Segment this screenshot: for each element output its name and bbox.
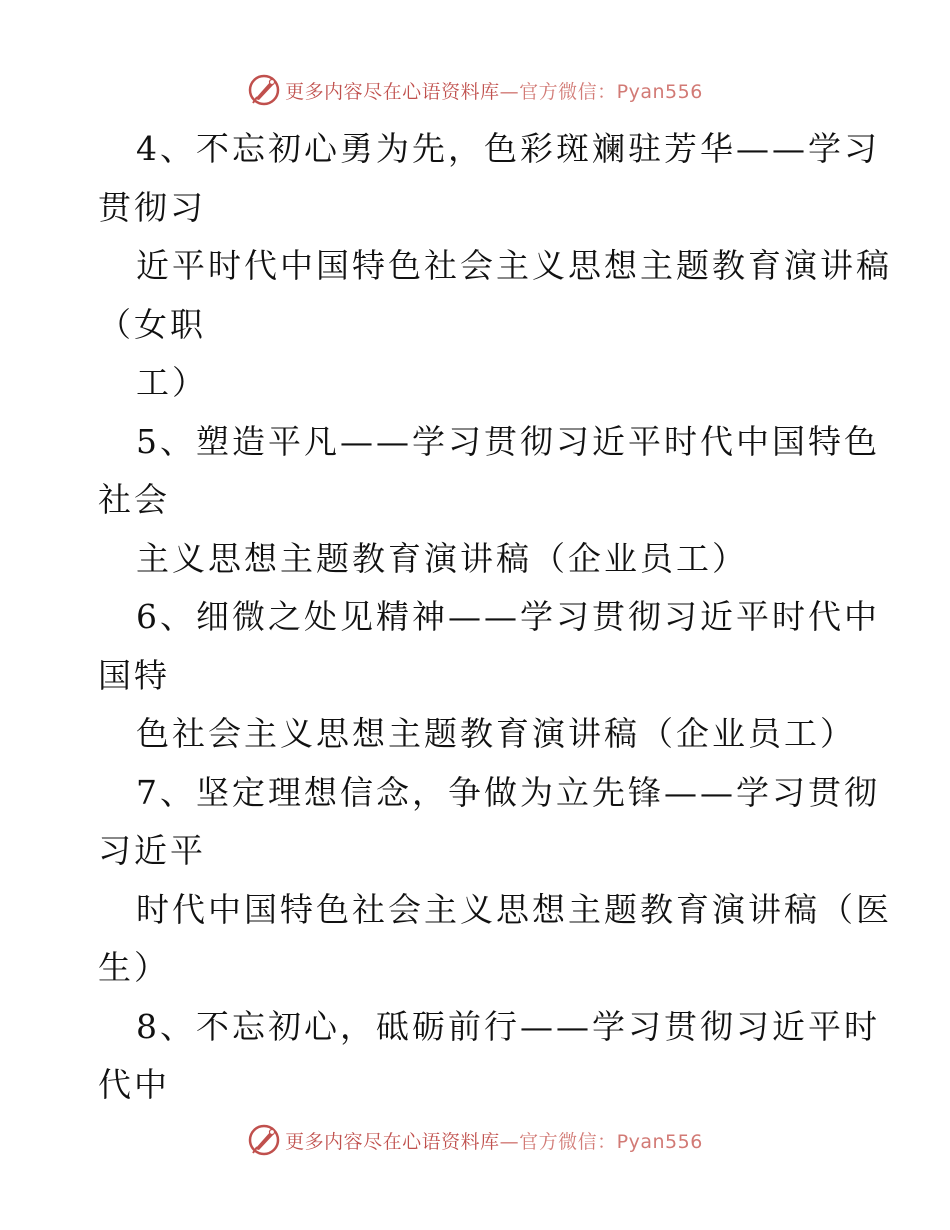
- text-line: 生）: [98, 948, 170, 987]
- text-line: （女职: [98, 304, 206, 344]
- footer-wechat-text: —官方微信：Pyan556: [499, 1130, 703, 1153]
- text-line: 工）: [136, 363, 208, 402]
- text-line: 7、坚定理想信念，争做为立先锋——学习贯彻: [136, 772, 880, 812]
- header-banner-inner: [247, 73, 703, 107]
- text-line: 近平时代中国特色社会主义思想主题教育演讲稿: [136, 246, 892, 285]
- text-line: 主义思想主题教育演讲稿（企业员工）: [136, 538, 748, 578]
- text-line: 习近平: [98, 831, 206, 870]
- quill-logo-icon: [247, 73, 281, 107]
- text-line: 4、不忘初心勇为先，色彩斑斓驻芳华——学习: [136, 129, 880, 168]
- text-line: 社会: [98, 480, 170, 519]
- text-line: 8、不忘初心，砥砺前行——学习贯彻习近平时: [136, 1006, 880, 1046]
- footer-library-text: 更多内容尽在心语资料库: [285, 1130, 500, 1153]
- footer-banner: [0, 1120, 950, 1160]
- text-line: 色社会主义思想主题教育演讲稿（企业员工）: [136, 714, 856, 753]
- text-line: 代中: [98, 1065, 170, 1104]
- text-line: 5、塑造平凡——学习贯彻习近平时代中国特色: [136, 421, 880, 461]
- text-line: 6、细微之处见精神——学习贯彻习近平时代中: [136, 597, 880, 636]
- text-line: 贯彻习: [98, 187, 206, 227]
- footer-banner-inner: [247, 1123, 703, 1157]
- text-line: 时代中国特色社会主义思想主题教育演讲稿（医: [136, 889, 892, 929]
- quill-logo-icon: [247, 1123, 281, 1157]
- header-wechat-text: —官方微信：Pyan556: [499, 80, 703, 103]
- header-banner: [0, 70, 950, 110]
- footer-banner-text: [285, 1127, 703, 1154]
- document-body: [98, 120, 892, 1115]
- header-library-text: 更多内容尽在心语资料库: [285, 80, 500, 103]
- header-banner-text: [285, 77, 703, 104]
- text-line: 国特: [98, 655, 170, 695]
